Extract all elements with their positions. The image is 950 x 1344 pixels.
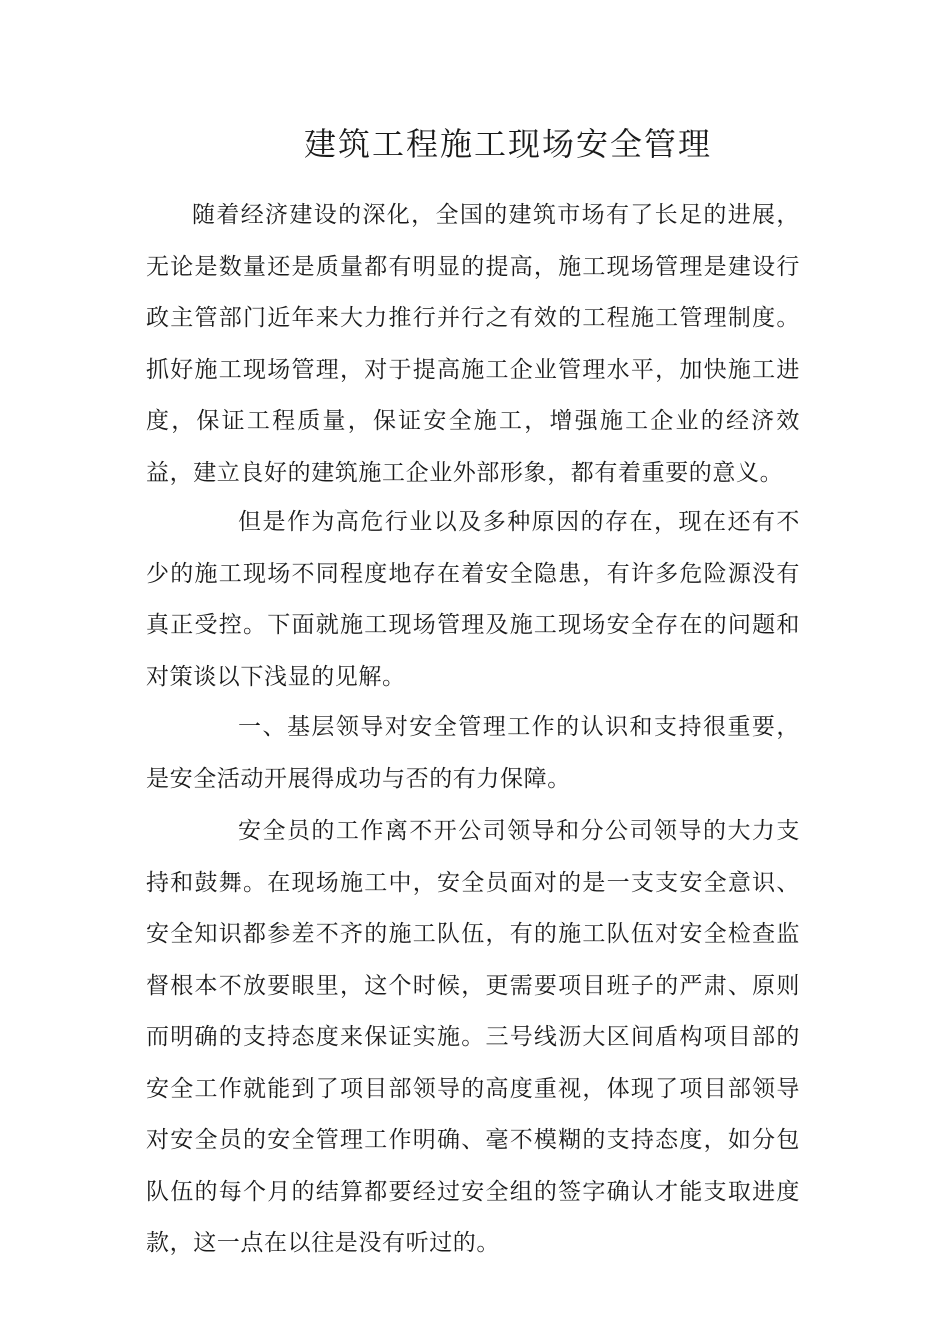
paragraph-intro: 随着经济建设的深化，全国的建筑市场有了长足的进展，无论是数量还是质量都有明显的提高，施工现场管理是建设行政主管部门近年来大力推行并行之有效的工程施工管理制度。抓好施工现场管理，对于提高施工企业管理水平，加快施工进度，保证工程质量，保证安全施工，增强施工企业的经济效益，建立良好的建筑施工企业外部形象，都有着重要的意义。 [146,202,800,486]
document-title: 建筑工程施工现场安全管理 [303,125,712,163]
paragraph-safety-officer: 安全员的工作离不开公司领导和分公司领导的大力支持和鼓舞。在现场施工中，安全员面对的是一支支安全意识、安全知识都参差不齐的施工队伍，有的施工队伍对安全检查监督根本不放要眼里，这个时候，更需要项目班子的严肃、原则而明确的支持态度来保证实施。三号线沥大区间盾构项目部的安全工作就能到了项目部领导的高度重视，体现了项目部领导对安全员的安全管理工作明确、毫不模糊的支持态度，如分包队伍的每个月的结算都要经过安全组的签字确认才能支取进度款，这一点在以往是没有听过的。 [146,818,800,1256]
paragraph-section-one-heading: 一、基层领导对安全管理工作的认识和支持很重要，是安全活动开展得成功与否的有力保障。 [146,714,800,792]
paragraph-hazards: 但是作为高危行业以及多种原因的存在，现在还有不少的施工现场不同程度地存在着安全隐患，有许多危险源没有真正受控。下面就施工现场管理及施工现场安全存在的问题和对策谈以下浅显的见解。 [146,509,800,690]
